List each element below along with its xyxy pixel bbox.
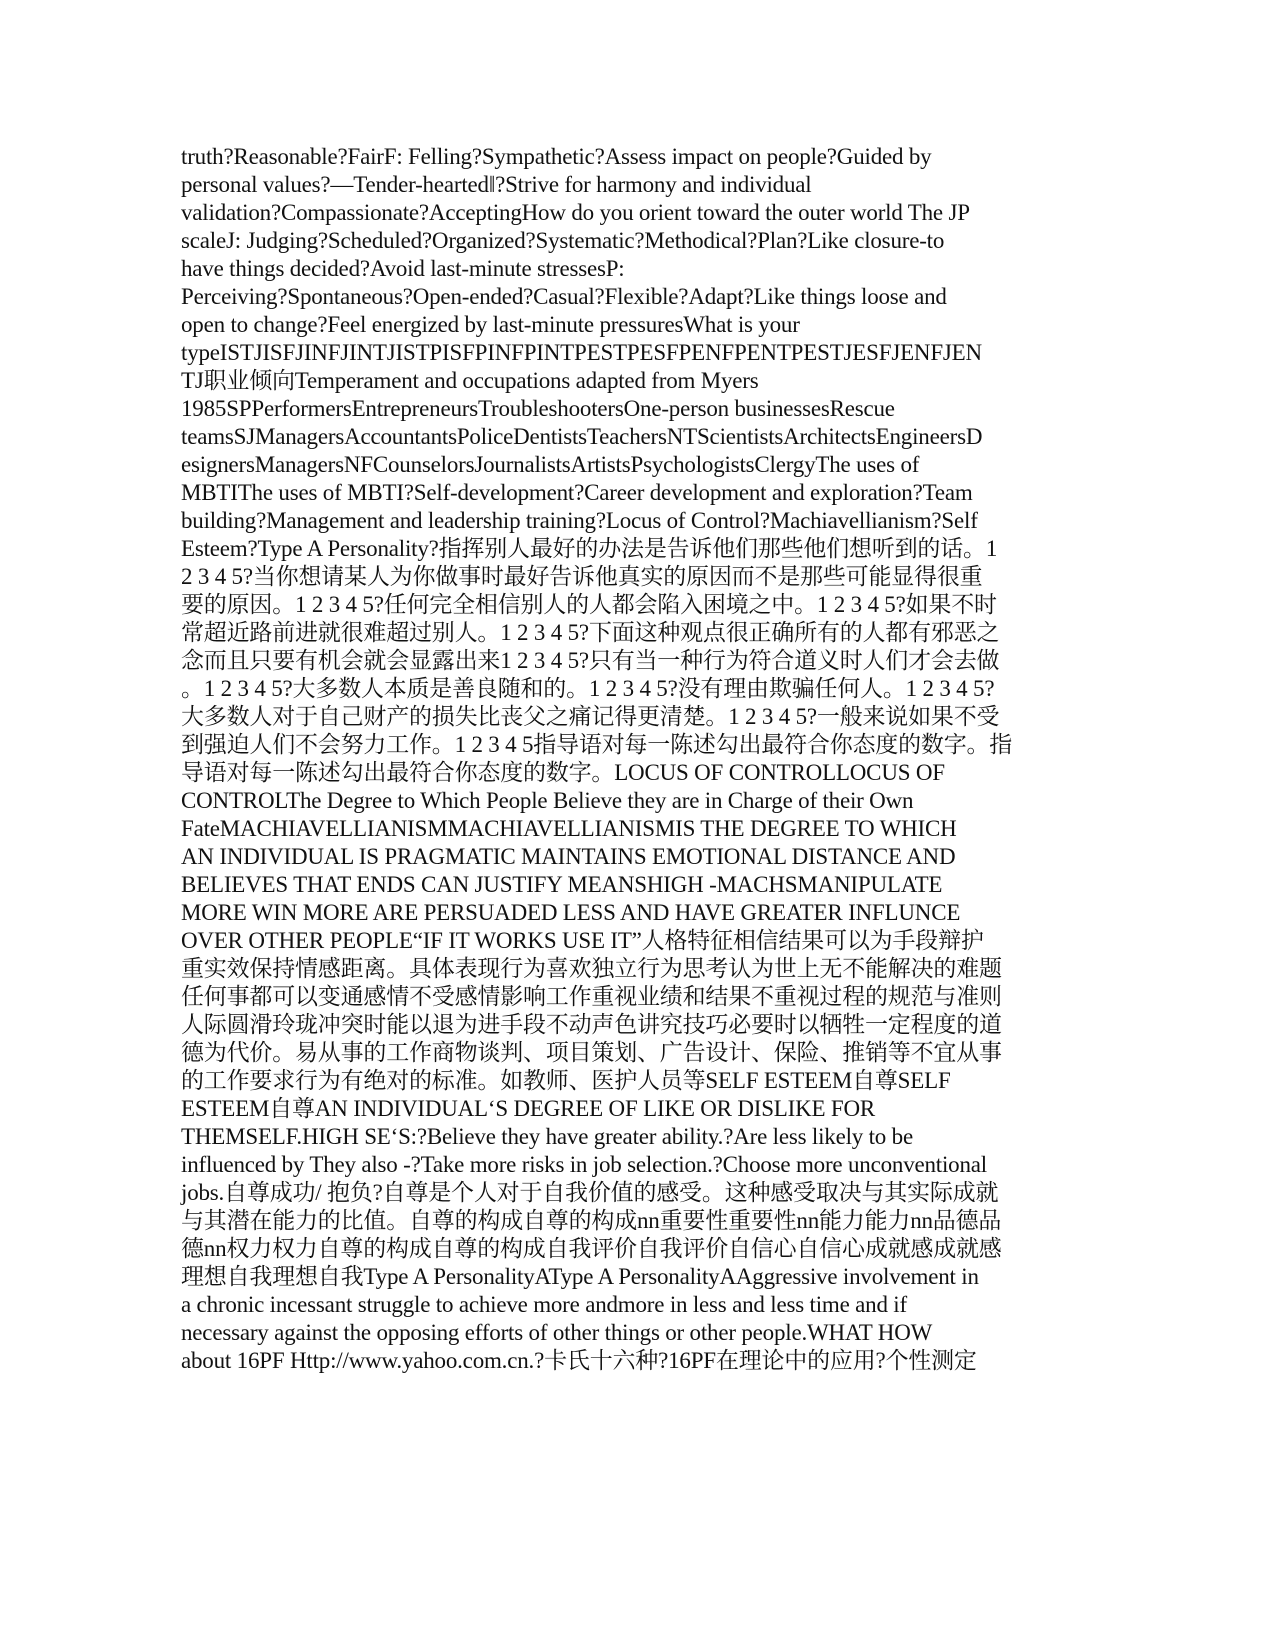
text-line: 重实效保持情感距离。具体表现行为喜欢独立行为思考认为世上无不能解决的难题 bbox=[181, 956, 1002, 981]
text-line: 。1 2 3 4 5?大多数人本质是善良随和的。1 2 3 4 5?没有理由欺骗任何人。1 2 3 4 5? bbox=[181, 676, 995, 701]
text-line: 1985SPPerformersEntrepreneursTroubleshootersOne-person businessesRescue bbox=[181, 396, 895, 421]
text-line: 念而且只要有机会就会显露出来1 2 3 4 5?只有当一种行为符合道义时人们才会去做 bbox=[181, 648, 1000, 673]
text-line: typeISTJISFJINFJINTJISTPISFPINFPINTPESTPESFPENFPENTPESTJESFJENFJEN bbox=[181, 340, 982, 365]
text-line: Esteem?Type A Personality?指挥别人最好的办法是告诉他们那些他们想听到的话。1 bbox=[181, 536, 998, 561]
text-line: necessary against the opposing efforts of other things or other people.WHAT HOW bbox=[181, 1320, 933, 1345]
text-line: 德为代价。易从事的工作商物谈判、项目策划、广告设计、保险、推销等不宜从事 bbox=[181, 1040, 1002, 1065]
text-line: CONTROLThe Degree to Which People Believe they are in Charge of their Own bbox=[181, 788, 914, 813]
text-line: 要的原因。1 2 3 4 5?任何完全相信别人的人都会陷入困境之中。1 2 3 4 5?如果不时 bbox=[181, 592, 997, 617]
text-line: esignersManagersNFCounselorsJournalistsArtistsPsychologistsClergyThe uses of bbox=[181, 452, 920, 477]
text-line: 的工作要求行为有绝对的标准。如教师、医护人员等SELF ESTEEM自尊SELF bbox=[181, 1068, 951, 1093]
text-line: building?Management and leadership training?Locus of Control?Machiavellianism?Self bbox=[181, 508, 978, 533]
text-line: TJ职业倾向Temperament and occupations adapted from Myers bbox=[181, 368, 759, 393]
text-line: truth?Reasonable?FairF: Felling?Sympathetic?Assess impact on people?Guided by bbox=[181, 144, 932, 169]
text-line: MBTIThe uses of MBTI?Self-development?Career development and exploration?Team bbox=[181, 480, 973, 505]
text-line: 大多数人对于自己财产的损失比丧父之痛记得更清楚。1 2 3 4 5?一般来说如果不受 bbox=[181, 704, 1000, 729]
text-line: Perceiving?Spontaneous?Open-ended?Casual?Flexible?Adapt?Like things loose and bbox=[181, 284, 947, 309]
text-line: have things decided?Avoid last-minute stressesP: bbox=[181, 256, 625, 281]
text-line: influenced by They also -?Take more risks in job selection.?Choose more unconventional bbox=[181, 1152, 987, 1177]
text-line: 德nn权力权力自尊的构成自尊的构成自我评价自我评价自信心自信心成就感成就感 bbox=[181, 1236, 1002, 1261]
text-line: 理想自我理想自我Type A PersonalityAType A PersonalityAAggressive involvement in bbox=[181, 1264, 979, 1289]
text-line: AN INDIVIDUAL IS PRAGMATIC MAINTAINS EMOTIONAL DISTANCE AND bbox=[181, 844, 956, 869]
text-line: scaleJ: Judging?Scheduled?Organized?Systematic?Methodical?Plan?Like closure-to bbox=[181, 228, 945, 253]
text-line: THEMSELF.HIGH SE‘S:?Believe they have greater ability.?Are less likely to be bbox=[181, 1124, 913, 1149]
text-line: 到强迫人们不会努力工作。1 2 3 4 5指导语对每一陈述勾出最符合你态度的数字。指 bbox=[181, 732, 1013, 757]
text-line: 2 3 4 5?当你想请某人为你做事时最好告诉他真实的原因而不是那些可能显得很重 bbox=[181, 564, 983, 589]
text-line: 与其潜在能力的比值。自尊的构成自尊的构成nn重要性重要性nn能力能力nn品德品 bbox=[181, 1208, 1002, 1233]
text-line: BELIEVES THAT ENDS CAN JUSTIFY MEANSHIGH -MACHSMANIPULATE bbox=[181, 872, 943, 897]
text-line: OVER OTHER PEOPLE“IF IT WORKS USE IT”人格特征相信结果可以为手段辩护 bbox=[181, 928, 984, 953]
text-line: open to change?Feel energized by last-minute pressuresWhat is your bbox=[181, 312, 800, 337]
text-line: about 16PF Http://www.yahoo.com.cn.?卡氏十六种?16PF在理论中的应用?个性测定 bbox=[181, 1348, 977, 1373]
text-line: FateMACHIAVELLIANISMMACHIAVELLIANISMIS THE DEGREE TO WHICH bbox=[181, 816, 957, 841]
text-line: 任何事都可以变通感情不受感情影响工作重视业绩和结果不重视过程的规范与准则 bbox=[181, 984, 1002, 1009]
text-line: ESTEEM自尊AN INDIVIDUAL‘S DEGREE OF LIKE OR DISLIKE FOR bbox=[181, 1096, 876, 1121]
text-line: MORE WIN MORE ARE PERSUADED LESS AND HAVE GREATER INFLUNCE bbox=[181, 900, 961, 925]
text-line: 导语对每一陈述勾出最符合你态度的数字。LOCUS OF CONTROLLOCUS OF bbox=[181, 760, 945, 785]
text-line: 常超近路前进就很难超过别人。1 2 3 4 5?下面这种观点很正确所有的人都有邪恶之 bbox=[181, 620, 1000, 645]
text-line: 人际圆滑玲珑冲突时能以退为进手段不动声色讲究技巧必要时以牺牲一定程度的道 bbox=[181, 1012, 1002, 1037]
text-line: jobs.自尊成功/ 抱负?自尊是个人对于自我价值的感受。这种感受取决与其实际成就 bbox=[181, 1180, 999, 1205]
text-line: personal values?—Tender-hearted‖?Strive for harmony and individual bbox=[181, 172, 812, 197]
body-text bbox=[181, 143, 1081, 1375]
text-line: teamsSJManagersAccountantsPoliceDentistsTeachersNTScientistsArchitectsEngineersD bbox=[181, 424, 983, 449]
text-line: a chronic incessant struggle to achieve more andmore in less and less time and if bbox=[181, 1292, 907, 1317]
text-line: validation?Compassionate?AcceptingHow do you orient toward the outer world The JP bbox=[181, 200, 970, 225]
